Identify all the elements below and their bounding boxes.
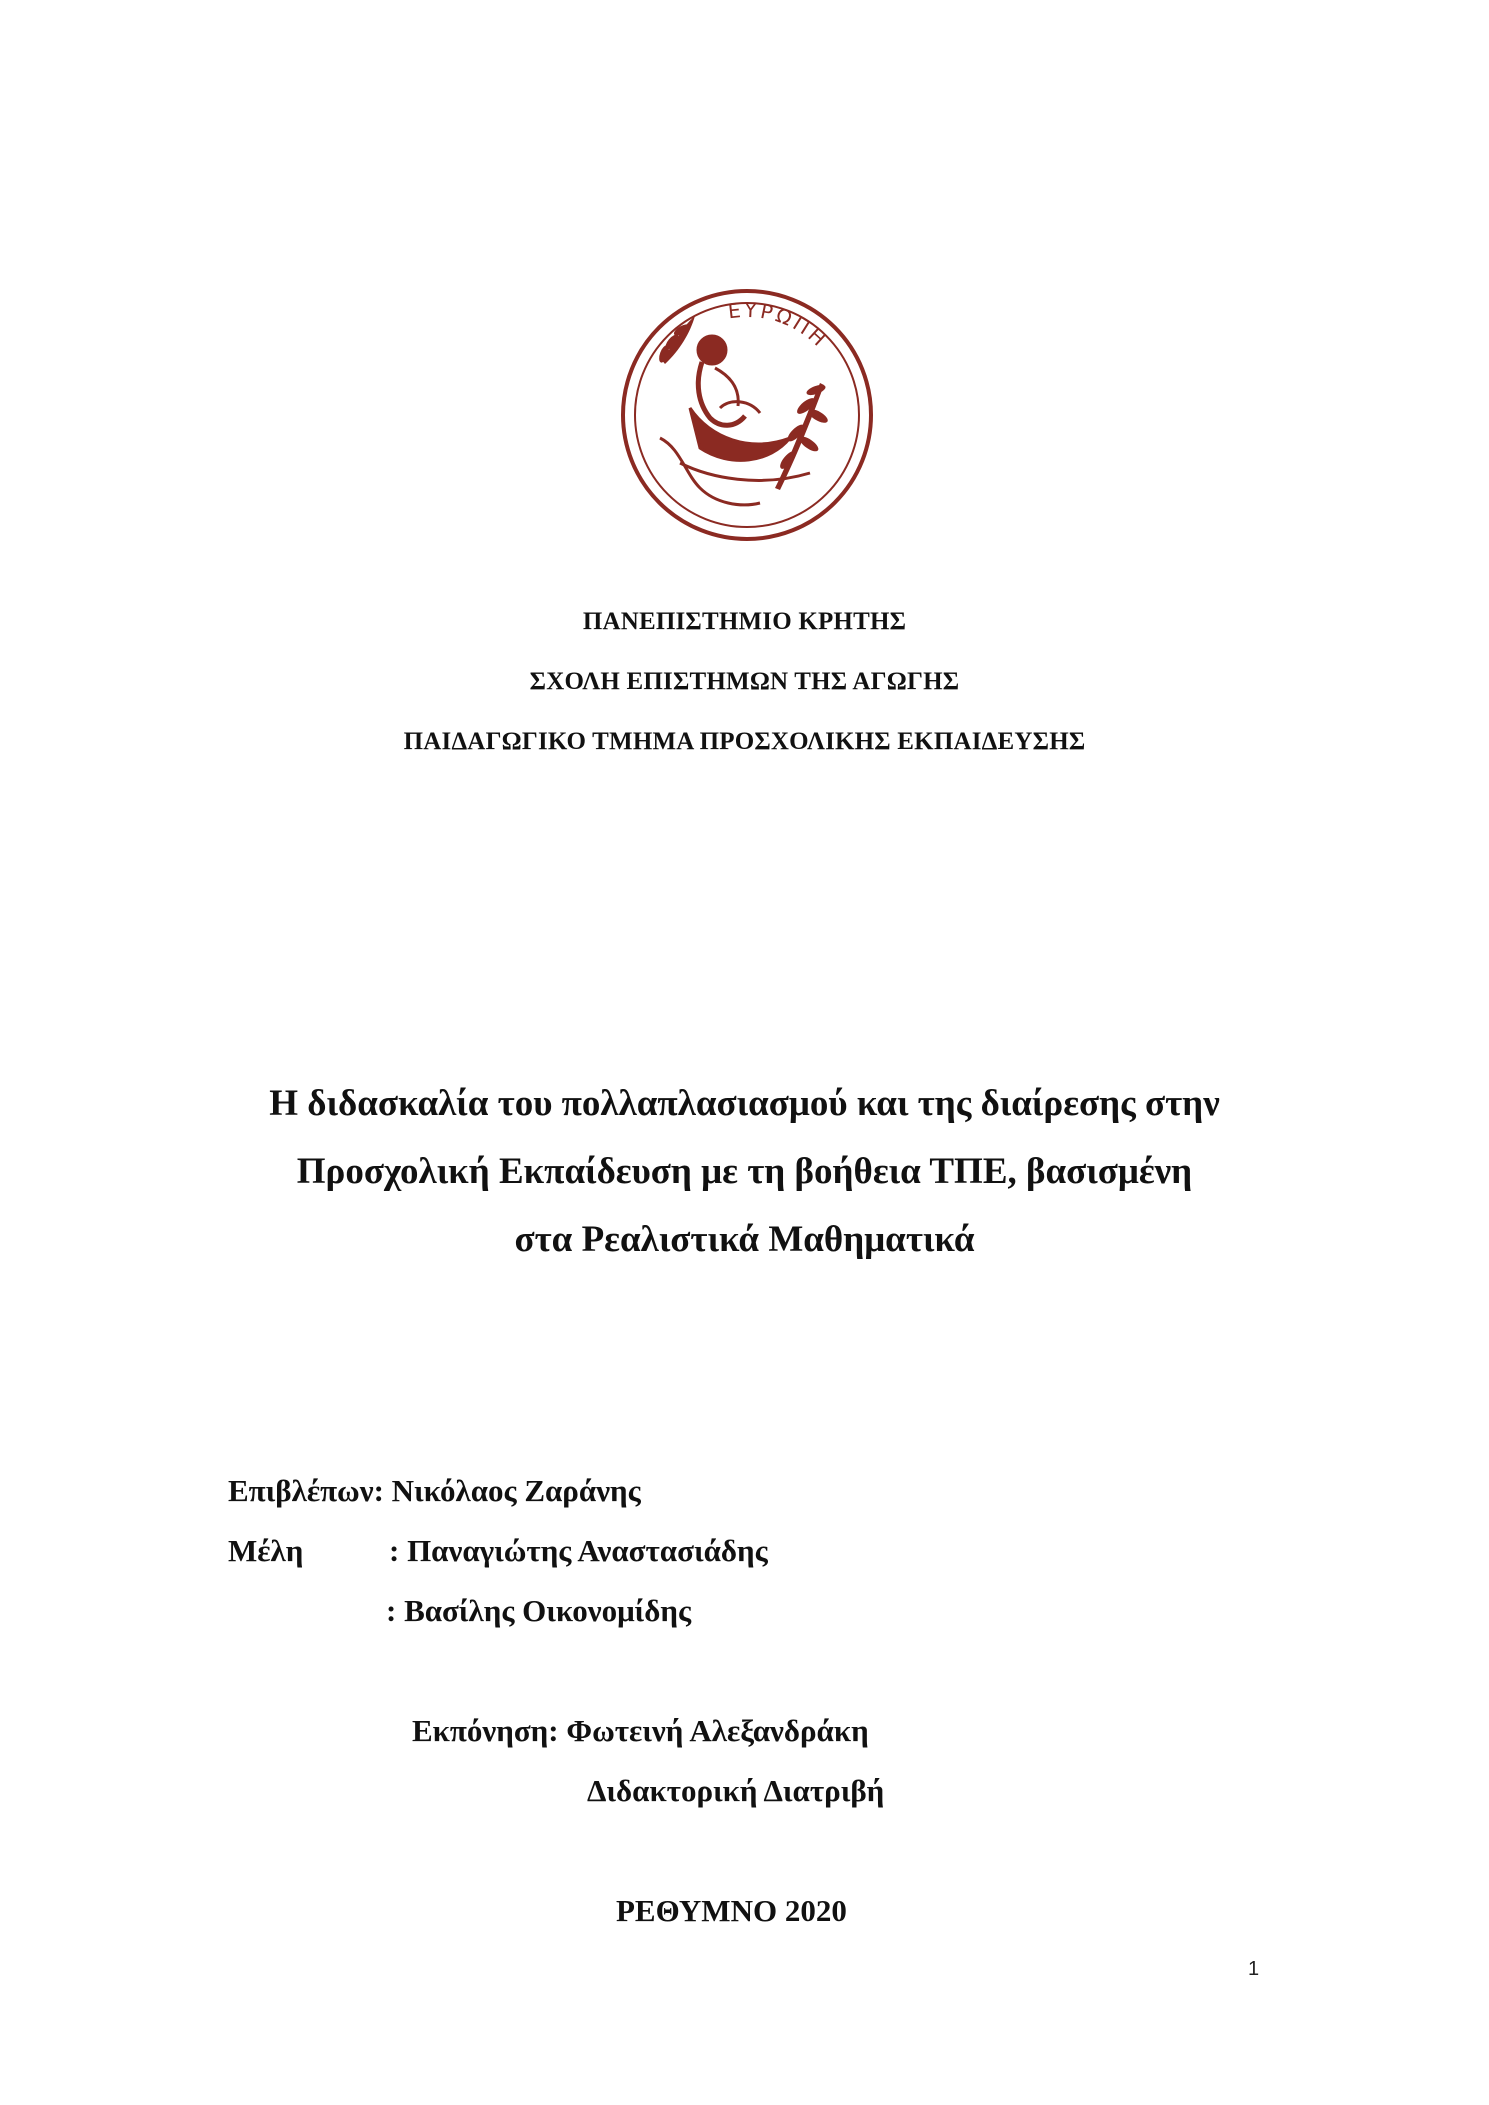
- committee-member-1: : Παναγιώτης Αναστασιάδης: [389, 1533, 768, 1568]
- committee-member-2: : Βασίλης Οικονομίδης: [386, 1593, 692, 1628]
- thesis-title-line-2: Προσχολική Εκπαίδευση με τη βοήθεια ΤΠΕ, βασισμένη: [296, 1151, 1193, 1192]
- university-seal: [620, 288, 874, 542]
- supervisor-row: [228, 1473, 641, 1509]
- seal-inscription: ΕΥΡΩΠΗ: [726, 297, 833, 353]
- thesis-title-line-1: Η διδασκαλία του πολλαπλασιασμού και της διαίρεσης στην: [269, 1083, 1220, 1124]
- supervisor-label: Επιβλέπων:: [228, 1473, 384, 1508]
- thesis-title: [0, 1070, 1489, 1274]
- members-label: Μέλη: [228, 1533, 304, 1568]
- school-name: ΣΧΟΛΗ ΕΠΙΣΤΗΜΩΝ ΤΗΣ ΑΓΩΓΗΣ: [529, 668, 960, 695]
- page-number: 1: [1248, 1958, 1260, 1980]
- thesis-title-line-3: στα Ρεαλιστικά Μαθηματικά: [514, 1219, 975, 1260]
- university-name: ΠΑΝΕΠΙΣΤΗΜΙΟ ΚΡΗΤΗΣ: [582, 608, 907, 635]
- author-name: Φωτεινή Αλεξανδράκη: [566, 1713, 869, 1748]
- supervisor-name: Νικόλαος Ζαράνης: [391, 1473, 641, 1508]
- author-label: Εκπόνηση:: [412, 1713, 559, 1748]
- europa-figure-icon: [660, 336, 810, 505]
- department-name: ΠΑΙΔΑΓΩΓΙΚΟ ΤΜΗΜΑ ΠΡΟΣΧΟΛΙΚΗΣ ΕΚΠΑΙΔΕΥΣΗΣ: [403, 728, 1086, 755]
- seal-outer-ring: [623, 291, 871, 539]
- place-year: ΡΕΘΥΜΝΟ 2020: [616, 1893, 847, 1928]
- thesis-type: Διδακτορική Διατριβή: [587, 1773, 885, 1808]
- author-row: [412, 1713, 869, 1749]
